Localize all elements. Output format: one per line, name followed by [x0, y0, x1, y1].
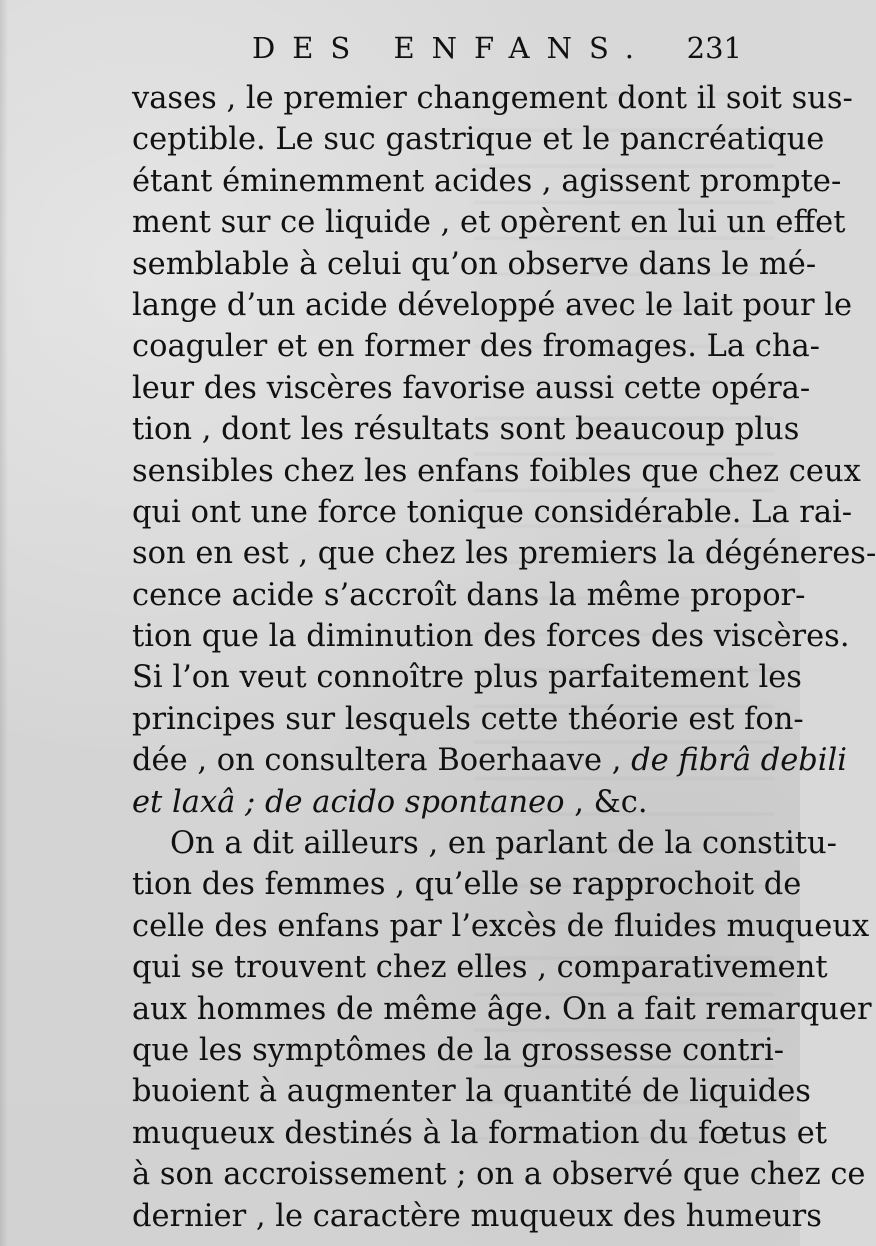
text-line: tion , dont les résultats sont beaucoup plus	[132, 412, 800, 448]
text-line: buoient à augmenter la quantité de liquides	[132, 1074, 811, 1110]
text-line: étant éminemment acides , agissent prompte-	[132, 163, 842, 199]
text-line: lange d’un acide développé avec le lait pour le	[132, 287, 853, 323]
text-line: leur des viscères favorise aussi cette opéra-	[132, 370, 811, 406]
text-line: son en est , que chez les premiers la dégéneres-	[132, 536, 876, 572]
text-line: Si l’on veut connoître plus parfaitement les	[132, 660, 802, 696]
text-line-with-citation	[132, 782, 758, 823]
body-text	[132, 78, 876, 1237]
text-line: ceptible. Le suc gastrique et le pancréatique	[132, 122, 825, 158]
page-header	[132, 28, 742, 68]
text-line: semblable à celui qu’on observe dans le mé-	[132, 246, 817, 282]
paragraph-start-line: On a dit ailleurs , en parlant de la constitu-	[170, 826, 837, 862]
citation-lead: dée , on consultera Boerhaave ,	[132, 743, 632, 779]
text-line: aux hommes de même âge. On a fait remarquer	[132, 991, 872, 1027]
text-line-with-citation	[132, 740, 848, 781]
text-line: vases , le premier changement dont il soit sus-	[132, 81, 853, 116]
text-line: à son accroissement ; on a observé que chez ce	[132, 1157, 866, 1193]
text-line: muqueux destinés à la formation du fœtus et	[132, 1115, 828, 1151]
text-line: que les symptômes de la grossesse contri-	[132, 1032, 785, 1068]
text-line: tion que la diminution des forces des viscères.	[132, 619, 850, 655]
page-number: 231	[686, 31, 742, 65]
text-line: principes sur lesquels cette théorie est fon-	[132, 701, 804, 737]
text-line: qui se trouvent chez elles , comparativement	[132, 950, 828, 986]
text-line: sensibles chez les enfans foibles que chez ceux	[132, 453, 861, 489]
text-line: dernier , le caractère muqueux des humeurs	[132, 1198, 822, 1234]
citation-title: et laxâ ; de acido spontaneo	[132, 784, 565, 820]
text-line: ment sur ce liquide , et opèrent en lui un effet	[132, 205, 846, 241]
text-line: cence acide s’accroît dans la même propor-	[132, 577, 806, 613]
running-head: DES ENFANS.	[252, 31, 652, 65]
text-line: tion des femmes , qu’elle se rapprochoit de	[132, 867, 802, 903]
citation-ending: , &c.	[564, 784, 648, 820]
page-shadow	[0, 0, 8, 1246]
text-line: coaguler et en former des fromages. La cha-	[132, 329, 820, 365]
text-line: qui ont une force tonique considérable. La rai-	[132, 494, 853, 530]
text-line: celle des enfans par l’excès de fluides muqueux	[132, 908, 870, 944]
citation-title: de fibrâ debili	[631, 743, 848, 779]
